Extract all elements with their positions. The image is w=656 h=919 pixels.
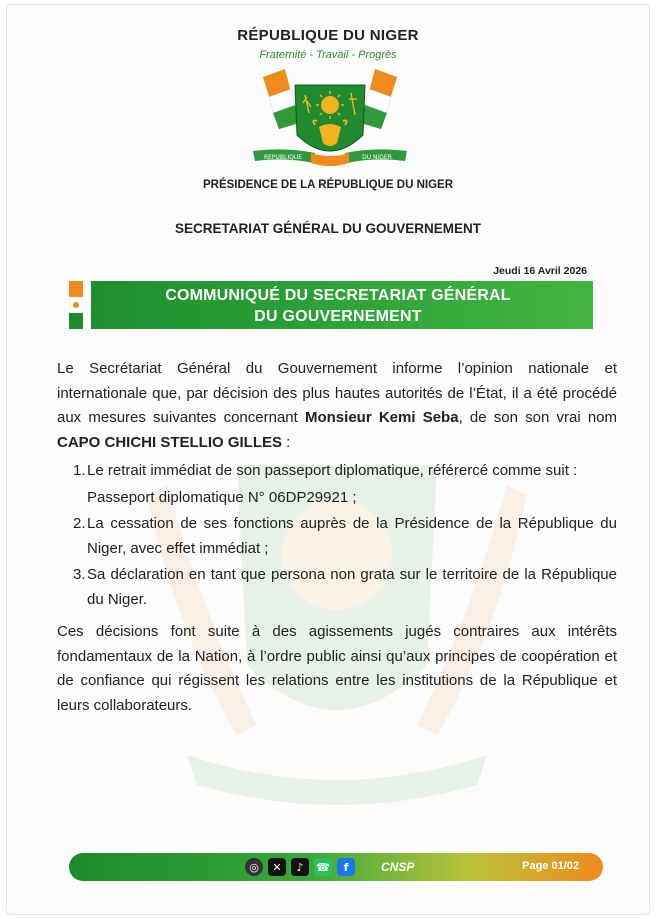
- banner-title-line1: COMMUNIQUÉ DU SECRETARIAT GÉNÉRAL: [165, 287, 511, 304]
- list-item-text: Le retrait immédiat de son passeport diplomatique, référercé comme suit :: [87, 462, 578, 479]
- intro-name-prefix: Monsieur: [304, 409, 379, 426]
- intro-text: Le Secrétariat Général du Gouvernement informe l’opinion nationale et internationale que, par décision des plus hautes autorités de l’État, il a été procédé aux mesures suivantes concernant: [57, 360, 617, 426]
- list-item: [57, 459, 617, 510]
- document-page: [6, 4, 650, 915]
- list-item-text: Sa déclaration en tant que persona non grata sur le territoire de la République du Niger.: [87, 566, 617, 608]
- list-item-number: 1.: [73, 462, 86, 479]
- communique-date: Jeudi 16 Avril 2026: [493, 265, 587, 277]
- intro-text-2: , de son son vrai nom: [458, 409, 617, 426]
- communique-body: [57, 357, 617, 718]
- list-item-number: 2.: [73, 515, 86, 532]
- intro-real-name: CAPO CHICHI STELLIO GILLES: [57, 433, 283, 451]
- list-item-number: 3.: [73, 566, 86, 583]
- intro-paragraph: [57, 357, 617, 455]
- facebook-icon[interactable]: f: [337, 858, 355, 876]
- coat-of-arms-icon: [245, 63, 415, 175]
- emblem-ribbon-right: DU NIGER: [362, 154, 392, 161]
- flag-strip-icon: [69, 281, 83, 329]
- intro-name: Kemi Seba: [378, 409, 459, 426]
- intro-end: :: [282, 433, 291, 451]
- footer-bar: [69, 853, 603, 881]
- page-number: Page 01/02: [522, 860, 579, 872]
- communique-banner: [91, 281, 593, 329]
- national-motto: Fraternité - Travail - Progrès: [259, 49, 397, 61]
- x-icon[interactable]: ✕: [268, 858, 286, 876]
- passport-number: Passeport diplomatique N° 06DP29921 ;: [87, 488, 357, 506]
- web-icon[interactable]: ◎: [245, 858, 263, 876]
- list-item: [57, 512, 617, 561]
- closing-paragraph: Ces décisions font suite à des agissements jugés contraires aux intérêts fondamentaux de la Nation, à l’ordre public ainsi qu’aux principes de coopération et de confiance qui régissent les relations entre les institutions de la République et leurs collaborateurs.: [57, 623, 617, 714]
- measures-list: [57, 459, 617, 612]
- social-links: [245, 857, 355, 877]
- list-item: [57, 563, 617, 612]
- tiktok-icon[interactable]: ♪: [291, 858, 309, 876]
- country-title: RÉPUBLIQUE DU NIGER: [237, 27, 419, 44]
- list-item-text: La cessation de ses fonctions auprès de la Présidence de la République du Niger, avec effet immédiat ;: [87, 515, 617, 557]
- banner-title-line2: DU GOUVERNEMENT: [254, 308, 422, 325]
- office-title: SECRETARIAT GÉNÉRAL DU GOUVERNEMENT: [174, 221, 482, 236]
- emblem-ribbon-left: REPUBLIQUE: [263, 154, 303, 161]
- footer-brand: CNSP: [381, 860, 415, 874]
- presidency-title: PRÉSIDENCE DE LA RÉPUBLIQUE DU NIGER: [202, 179, 454, 191]
- whatsapp-icon[interactable]: ☎: [314, 858, 332, 876]
